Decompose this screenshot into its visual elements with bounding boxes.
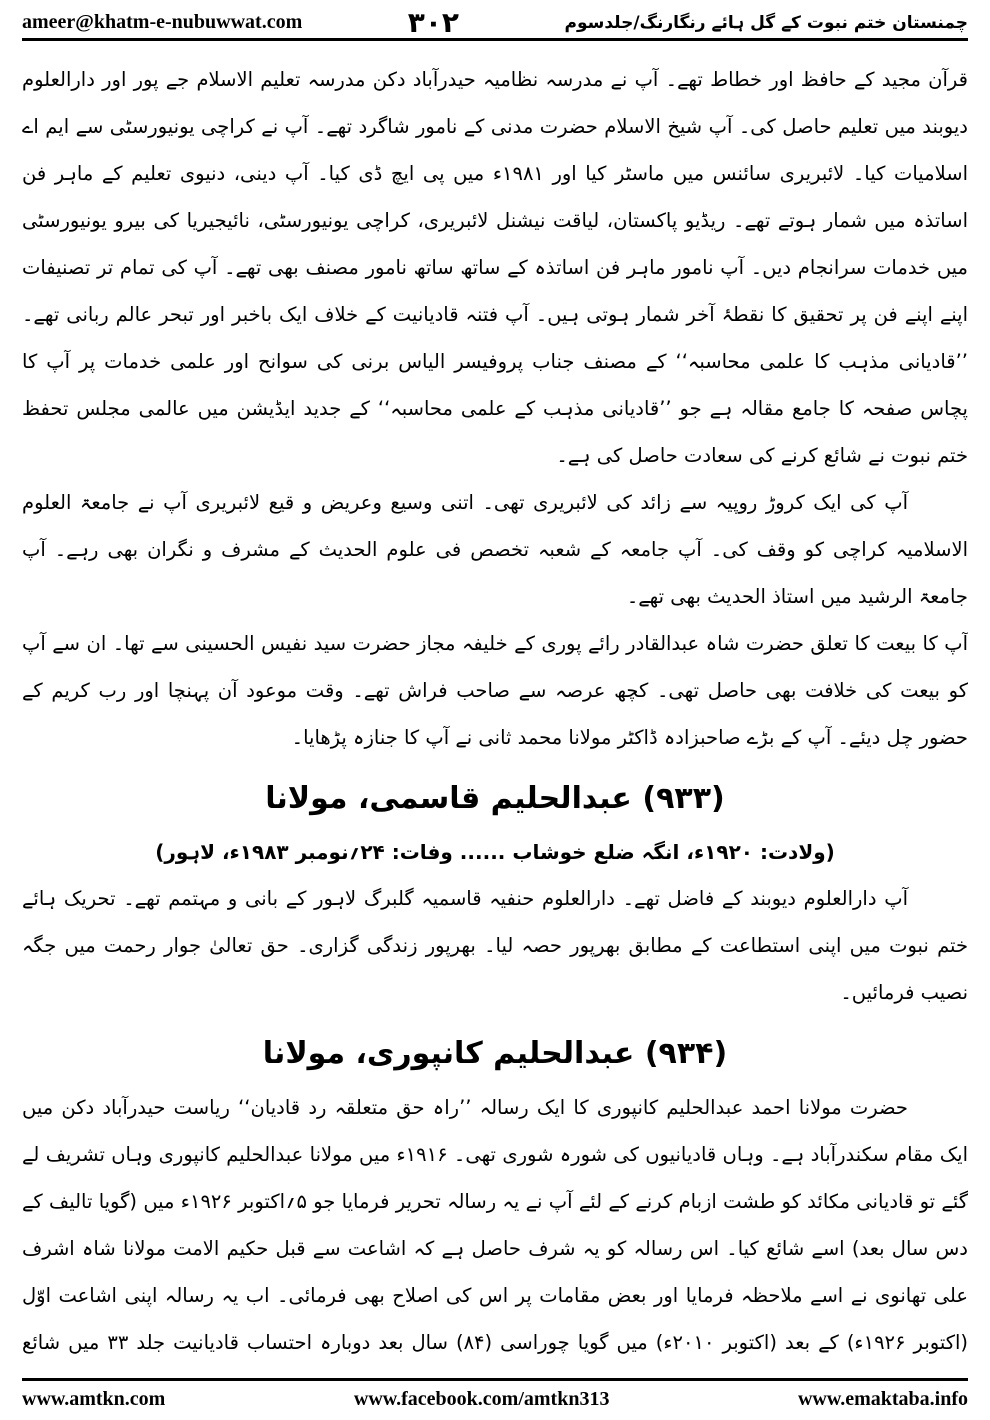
header-email[interactable]: ameer@khatm-e-nubuwwat.com <box>22 10 303 33</box>
footer-link-facebook[interactable]: www.facebook.com/amtkn313 <box>353 1387 610 1410</box>
section-heading-933: (۹۳۳) عبدالحلیم قاسمی، مولانا <box>265 781 725 816</box>
footer-link-amtkn[interactable]: www.amtkn.com <box>22 1387 166 1410</box>
page-number: ۳۰۲ <box>407 5 460 39</box>
section-dates-933: (ولادت: ۱۹۲۰ء، انگہ ضلع خوشاب ...... وفات: ۲۴؍نومبر ۱۹۸۳ء، لاہور) <box>155 840 835 864</box>
footer-link-emaktaba[interactable]: www.emaktaba.info <box>797 1387 968 1410</box>
book-title: چمنستان ختم نبوت کے گل ہائے رنگارنگ/جلدسوم <box>564 12 968 33</box>
section-paragraph-933: آپ دارالعلوم دیوبند کے فاضل تھے۔ دارالعلوم حنفیہ قاسمیہ گلبرگ لاہور کے بانی و مہتمم تھے۔ تحریک ہائے ختم نبوت میں اپنی استطاعت کے مطابق بھرپور حصہ لیا۔ بھرپور زندگی گزاری۔ حق تعالیٰ جوار رحمت میں جگہ نصیب فرمائیں۔ <box>22 887 968 1004</box>
section-paragraph-934: حضرت مولانا احمد عبدالحلیم کانپوری کا ایک رسالہ ’’راہ حق متعلقہ رد قادیان‘‘ ریاست حیدرآباد دکن میں ایک مقام سکندرآباد ہے۔ وہاں قادیانیوں کی شورہ شوری تھی۔ ۱۹۱۶ء میں مولانا عبدالحلیم کانپوری وہاں تشریف لے گئے تو قادیانی مکائد کو طشت ازبام کرنے کے لئے آپ نے یہ رسالہ تحریر فرمایا جو ۵؍اکتوبر ۱۹۲۶ء میں (گویا تالیف کے دس سال بعد) اسے شائع کیا۔ اس رسالہ کو یہ شرف حاصل ہے کہ اشاعت سے قبل حکیم الامت مولانا شاہ اشرف علی تھانوی نے اسے ملاحظہ فرمایا اور بعض مقامات پر اس کی اصلاح بھی فرمائی۔ اب یہ رسالہ اپنی اشاعت اوّل (اکتوبر ۱۹۲۶ء) کے بعد (اکتوبر ۲۰۱۰ء) میں گویا چوراسی (۸۴) سال بعد دوبارہ احتساب قادیانیت جلد ۳۳ میں شائع <box>22 1096 968 1354</box>
body-paragraph: آپ کی ایک کروڑ روپیہ سے زائد کی لائبریری تھی۔ اتنی وسیع وعریض و قیع لائبریری آپ نے جامعۃ العلوم الاسلامیہ کراچی کو وقف کی۔ آپ جامعہ کے شعبہ تخصص فی علوم الحدیث کے مشرف و نگران بھی رہے۔ آپ جامعۃ الرشید میں استاذ الحدیث بھی تھے۔ <box>22 491 968 608</box>
body-paragraph: آپ کا بیعت کا تعلق حضرت شاہ عبدالقادر رائے پوری کے خلیفہ مجاز حضرت سید نفیس الحسینی سے تھا۔ ان سے آپ کو بیعت کی خلافت بھی حاصل تھی۔ کچھ عرصہ سے صاحب فراش تھے۔ وقت موعود آن پہنچا اور رب کریم کے حضور چل دیئے۔ آپ کے بڑے صاحبزادہ ڈاکٹر مولانا محمد ثانی نے آپ کا جنازہ پڑھایا۔ <box>22 632 968 749</box>
section-heading-934: (۹۳۴) عبدالحلیم کانپوری، مولانا <box>262 1036 728 1071</box>
page-body <box>22 56 968 1366</box>
body-paragraph: قرآن مجید کے حافظ اور خطاط تھے۔ آپ نے مدرسہ نظامیہ حیدرآباد دکن مدرسہ تعلیم الاسلام جے پور اور دارالعلوم دیوبند میں تعلیم حاصل کی۔ آپ شیخ الاسلام حضرت مدنی کے نامور شاگرد تھے۔ آپ نے کراچی یونیورسٹی سے ایم اے اسلامیات کیا۔ لائبریری سائنس میں ماسٹر کیا اور ۱۹۸۱ء میں پی ایچ ڈی کیا۔ آپ دینی، دنیوی تعلیم کے ماہر فن اساتذہ میں شمار ہوتے تھے۔ ریڈیو پاکستان، لیاقت نیشنل لائبریری، کراچی یونیورسٹی، نائیجیریا کی بیرو یونیورسٹی میں خدمات سرانجام دیں۔ آپ نامور ماہر فن اساتذہ کے ساتھ ساتھ نامور مصنف بھی تھے۔ آپ کی تمام تر تصنیفات اپنے اپنے فن پر تحقیق کا نقطۂ آخر شمار ہوتی ہیں۔ آپ فتنہ قادیانیت کے خلاف ایک باخبر اور تبحر عالم ربانی تھے۔ ’’قادیانی مذہب کا علمی محاسبہ‘‘ کے مصنف جناب پروفیسر الیاس برنی کی سوانح اور علمی خدمات پر آپ کا پچاس صفحہ کا جامع مقالہ ہے جو ’’قادیانی مذہب کے علمی محاسبہ‘‘ کے جدید ایڈیشن میں عالمی مجلس تحفظ ختم نبوت نے شائع کرنے کی سعادت حاصل کی ہے۔ <box>22 68 968 467</box>
page-footer <box>22 1378 968 1417</box>
page-header <box>22 6 968 41</box>
